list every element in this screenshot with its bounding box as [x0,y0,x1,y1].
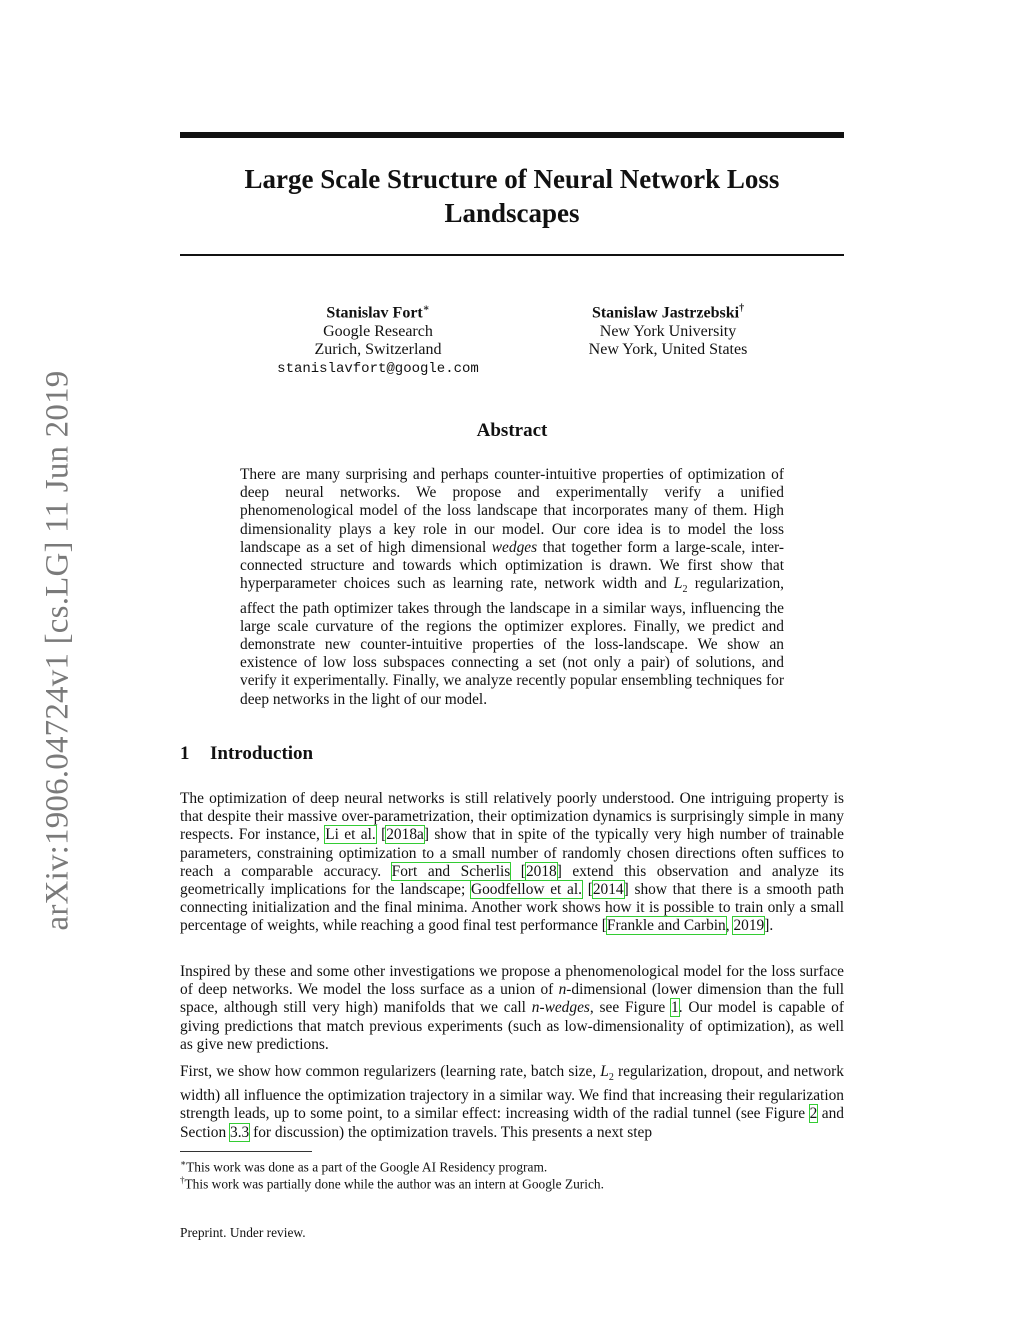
citation-link[interactable]: 2014 [592,881,624,899]
author-block-2: Stanislaw Jastrzebski† New York University New York, United States [588,303,748,359]
section-heading-introduction: 1 Introduction [180,743,314,764]
citation-link[interactable]: 2018 [525,862,557,880]
paper-title: Large Scale Structure of Neural Network Loss Landscapes [244,164,780,228]
title-bottom-rule [180,254,844,256]
author-email[interactable]: stanislavfort@google.com [277,360,479,377]
citation-link[interactable]: 2019 [733,917,765,935]
arxiv-identifier: arXiv:1906.04724v1 [cs.LG] 11 Jun 2019 [39,370,76,930]
intro-paragraph-3: First, we show how common regularizers (learning rate, batch size, $L_2$ regularization, dropout, and network width) all influence the optimization trajectory in a similar way. We find that increasing their regularization strength leads, up to some point, to a similar effect: increasing width of the radial tunnel (see Figure 2 and Section 3.3 for discussion) the optimization travels. This presents a next step [180,1063,844,1141]
footnote-2: †This work was partially done while the author was an intern at Google Zurich. [180,1175,604,1192]
citation-link[interactable]: Frankle and Carbin [606,917,726,935]
preprint-note: Preprint. Under review. [180,1225,306,1240]
title-top-rule [180,132,844,138]
section-link[interactable]: 3.3 [230,1123,250,1141]
footnote-rule [180,1151,312,1152]
intro-paragraph-1: The optimization of deep neural networks is still relatively poorly understood. One intriguing property is that despite their massive over-parametrization, their optimization dynamics is surprisingly simple in many respects. For instance, Li et al. [2018a] show that in spite of the typically very high number of trainable parameters, constraining optimization to a small number of randomly chosen directions often suffices to reach a comparable accuracy. Fort and Scherlis [2018] extend this observation and analyze its geometrically implications for the landscape; Goodfellow et al. [2014] show that there is a smooth path connecting initialization and the final minima. Another work shows how it is possible to train only a small percentage of weights, while reaching a good final test performance [Frankle and Carbin, 2019]. [180,790,844,935]
footnote-1: ∗This work was done as a part of the Google AI Residency program. [180,1158,548,1175]
citation-link[interactable]: Li et al. [325,826,376,844]
citation-link[interactable]: 2018a [386,826,424,844]
intro-paragraph-2: Inspired by these and some other investigations we propose a phenomenological model for the loss surface of deep networks. We model the loss surface as a union of n-dimensional (lower dimension than the full space, although still very high) manifolds that we call n-wedges, see Figure 1. Our model is capable of giving predictions that match previous experiments (such as low-dimensionality of optimization), as well as give new predictions. [180,963,845,1053]
citation-link[interactable]: Fort and Scherlis [391,862,511,880]
figure-link[interactable]: 2 [809,1105,818,1123]
citation-link[interactable]: Goodfellow et al. [470,881,582,899]
abstract-heading: Abstract [476,420,548,441]
figure-link[interactable]: 1 [670,999,679,1017]
author-block-1: Stanislav Fort∗ Google Research Zurich, Switzerland stanislavfort@google.com [250,300,506,378]
abstract-text: There are many surprising and perhaps counter-intuitive properties of optimization of deep neural networks. We propose and experimentally verify a unified phenomenological model of the loss landscape that incorporates many of them. High dimensionality plays a key role in our model. Our core idea is to model the loss landscape as a set of high dimensional wedges that together form a large-scale, inter-connected structure and towards which optimization is drawn. We first show that hyperparameter choices such as learning rate, network width and $L_2$ regularization, affect the path optimizer takes through the landscape in a similar ways, influencing the large scale curvature of the regions the optimizer explores. Finally, we predict and demonstrate new counter-intuitive properties of the loss-landscape. We show an existence of low loss subspaces connecting a set (not only a pair) of solutions, and verify it experimentally. Finally, we analyze recently popular ensembling techniques for deep networks in the light of our model. [240,466,785,708]
